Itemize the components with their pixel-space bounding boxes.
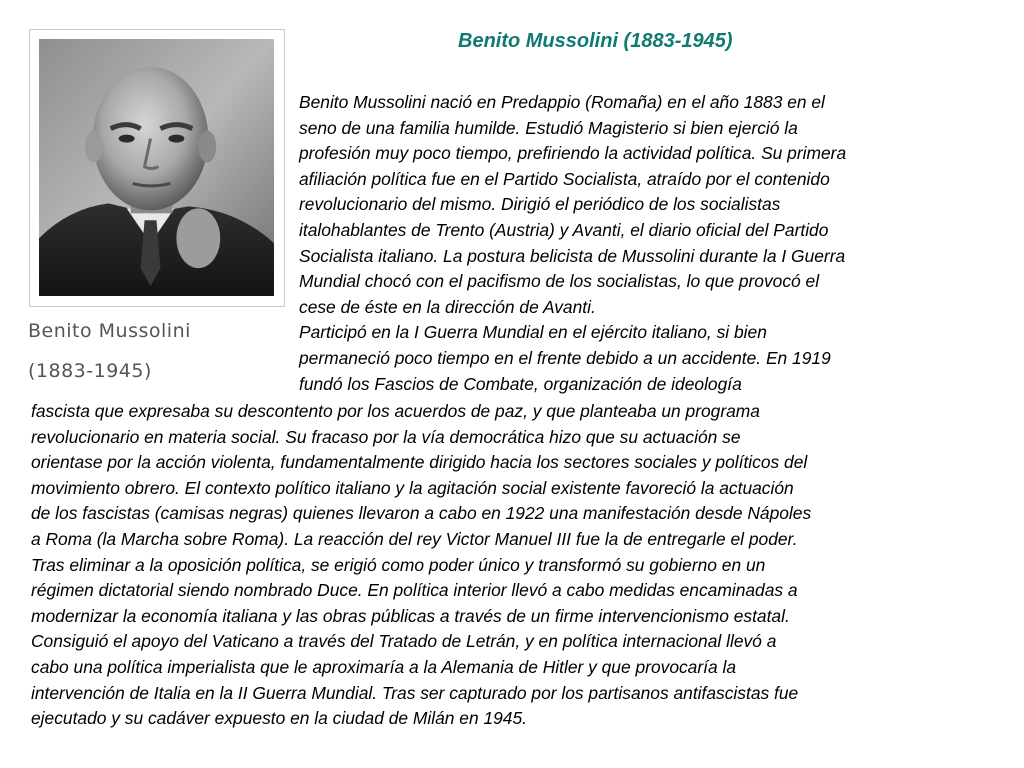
text-line: profesión muy poco tiempo, prefiriendo la actividad política. Su primera: [299, 143, 847, 164]
text-line: permaneció poco tiempo en el frente debido a un accidente. En 1919: [299, 347, 831, 368]
text-line: revolucionario en materia social. Su fracaso por la vía democrática hizo que su actuación se: [31, 426, 741, 447]
text-line: de los fascistas (camisas negras) quienes llevaron a cabo en 1922 una manifestación desde Nápoles: [31, 503, 812, 524]
text-line: orientase por la acción violenta, fundamentalmente dirigido hacia los sectores sociales y políticos del: [31, 452, 808, 473]
text-line: Participó en la I Guerra Mundial en el ejército italiano, si bien: [299, 322, 767, 343]
text-line: Consiguió el apoyo del Vaticano a través del Tratado de Letrán, y en política internacional llevó a: [31, 631, 777, 652]
text-line: Benito Mussolini nació en Predappio (Romaña) en el año 1883 en el: [299, 92, 825, 112]
text-line: italohablantes de Trento (Austria) y Avanti, el diario oficial del Partido: [299, 219, 829, 240]
portrait-frame: [29, 29, 285, 307]
text-line: revolucionario del mismo. Dirigió el periódico de los socialistas: [299, 194, 781, 215]
text-line: cabo una política imperialista que le aproximaría a la Alemania de Hitler y que provocaría la: [31, 656, 737, 677]
biography-column-full: [31, 399, 811, 732]
text-line: seno de una familia humilde. Estudió Magisterio si bien ejerció la: [299, 117, 798, 138]
text-line: cese de éste en la dirección de Avanti.: [299, 296, 596, 317]
portrait-caption-name: Benito Mussolini: [28, 320, 191, 342]
text-line: fundó los Fascios de Combate, organización de ideología: [299, 373, 742, 394]
text-line: ejecutado y su cadáver expuesto en la ciudad de Milán en 1945.: [31, 708, 527, 729]
portrait-photo: [39, 39, 274, 296]
text-line: Socialista italiano. La postura belicista de Mussolini durante la I Guerra: [299, 245, 846, 266]
text-line: afiliación política fue en el Partido Socialista, atraído por el contenido: [299, 168, 830, 189]
biography-column-right: [299, 90, 846, 397]
text-line: intervención de Italia en la II Guerra Mundial. Tras ser capturado por los partisanos antifascistas fue: [31, 682, 799, 703]
text-line: Tras eliminar a la oposición política, se erigió como poder único y transformó su gobierno en un: [31, 554, 766, 575]
portrait-caption-years: (1883-1945): [28, 360, 152, 382]
text-line: Mundial chocó con el pacifismo de los socialistas, lo que provocó el: [299, 271, 820, 292]
text-line: a Roma (la Marcha sobre Roma). La reacción del rey Victor Manuel III fue la de entregarle el poder.: [31, 528, 798, 549]
page-title: Benito Mussolini (1883-1945): [458, 30, 733, 52]
text-line: modernizar la economía italiana y las obras públicas a través de un firme intervencionismo estatal.: [31, 605, 790, 626]
text-line: régimen dictatorial siendo nombrado Duce. En política interior llevó a cabo medidas encaminadas a: [31, 580, 798, 601]
text-line: fascista que expresaba su descontento por los acuerdos de paz, y que planteaba un programa: [31, 401, 760, 421]
text-line: movimiento obrero. El contexto político italiano y la agitación social existente favoreció la actuación: [31, 477, 794, 498]
